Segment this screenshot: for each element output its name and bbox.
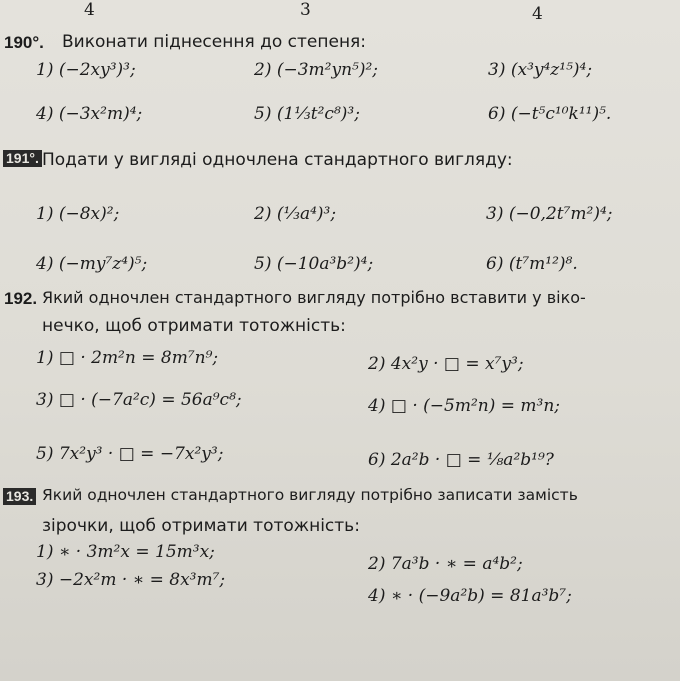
ex190-item-4: 4) (−3x²m)⁴; [36,104,143,124]
exercise-192-title-line1: Який одночлен стандартного вигляду потрібно вставити у віко- [42,288,586,307]
ex192-item-6: 6) 2a²b · □ = ⅛a²b¹⁹? [368,450,554,470]
ex190-item-5: 5) (1⅓t²c⁸)³; [254,104,360,124]
ex190-item-2: 2) (−3m²yn⁵)²; [254,60,379,80]
ex193-item-2: 2) 7a³b · ∗ = a⁴b²; [368,554,523,574]
ex192-item-5: 5) 7x²y³ · □ = −7x²y³; [36,444,224,464]
ex193-item-1: 1) ∗ · 3m²x = 15m³x; [36,542,215,562]
exercise-193-title-line2: зірочки, щоб отримати тотожність: [42,516,360,536]
ex190-item-3: 3) (x³y⁴z¹⁵)⁴; [488,60,593,80]
exercise-190-title: Виконати піднесення до степеня: [62,32,367,52]
ex192-item-1: 1) □ · 2m²n = 8m⁷n⁹; [36,348,219,368]
ex191-item-5: 5) (−10a³b²)⁴; [254,254,374,274]
ex193-item-3: 3) −2x²m · ∗ = 8x³m⁷; [36,570,226,590]
ex190-item-1: 1) (−2xy³)³; [36,60,136,80]
exercise-193-title-line1: Який одночлен стандартного вигляду потрібно записати замість [42,486,578,504]
ex192-item-3: 3) □ · (−7a²c) = 56a⁹c⁸; [36,390,242,410]
ex191-item-2: 2) (⅓a⁴)³; [254,204,337,224]
ex191-item-4: 4) (−my⁷z⁴)⁵; [36,254,148,274]
top-fragment-2: 3 [300,0,311,20]
ex192-item-4: 4) □ · (−5m²n) = m³n; [368,396,560,416]
exercise-191-number: 191°. [3,150,42,167]
ex190-item-6: 6) (−t⁵c¹⁰k¹¹)⁵. [488,104,612,124]
ex192-item-2: 2) 4x²y · □ = x⁷y³; [368,354,524,374]
exercise-191-title: Подати у вигляді одночлена стандартного вигляду: [42,150,513,170]
exercise-190-number: 190°. [4,33,44,52]
exercise-192-title-line2: нечко, щоб отримати тотожність: [42,316,346,336]
top-fragment-3: 4 [532,4,543,24]
ex191-item-3: 3) (−0,2t⁷m²)⁴; [486,204,613,224]
exercise-192-number: 192. [4,289,38,308]
ex191-item-1: 1) (−8x)²; [36,204,120,224]
exercise-193-number: 193. [3,488,36,505]
ex193-item-4: 4) ∗ · (−9a²b) = 81a³b⁷; [368,586,572,606]
top-fragment-1: 4 [84,0,95,20]
ex191-item-6: 6) (t⁷m¹²)⁸. [486,254,578,274]
